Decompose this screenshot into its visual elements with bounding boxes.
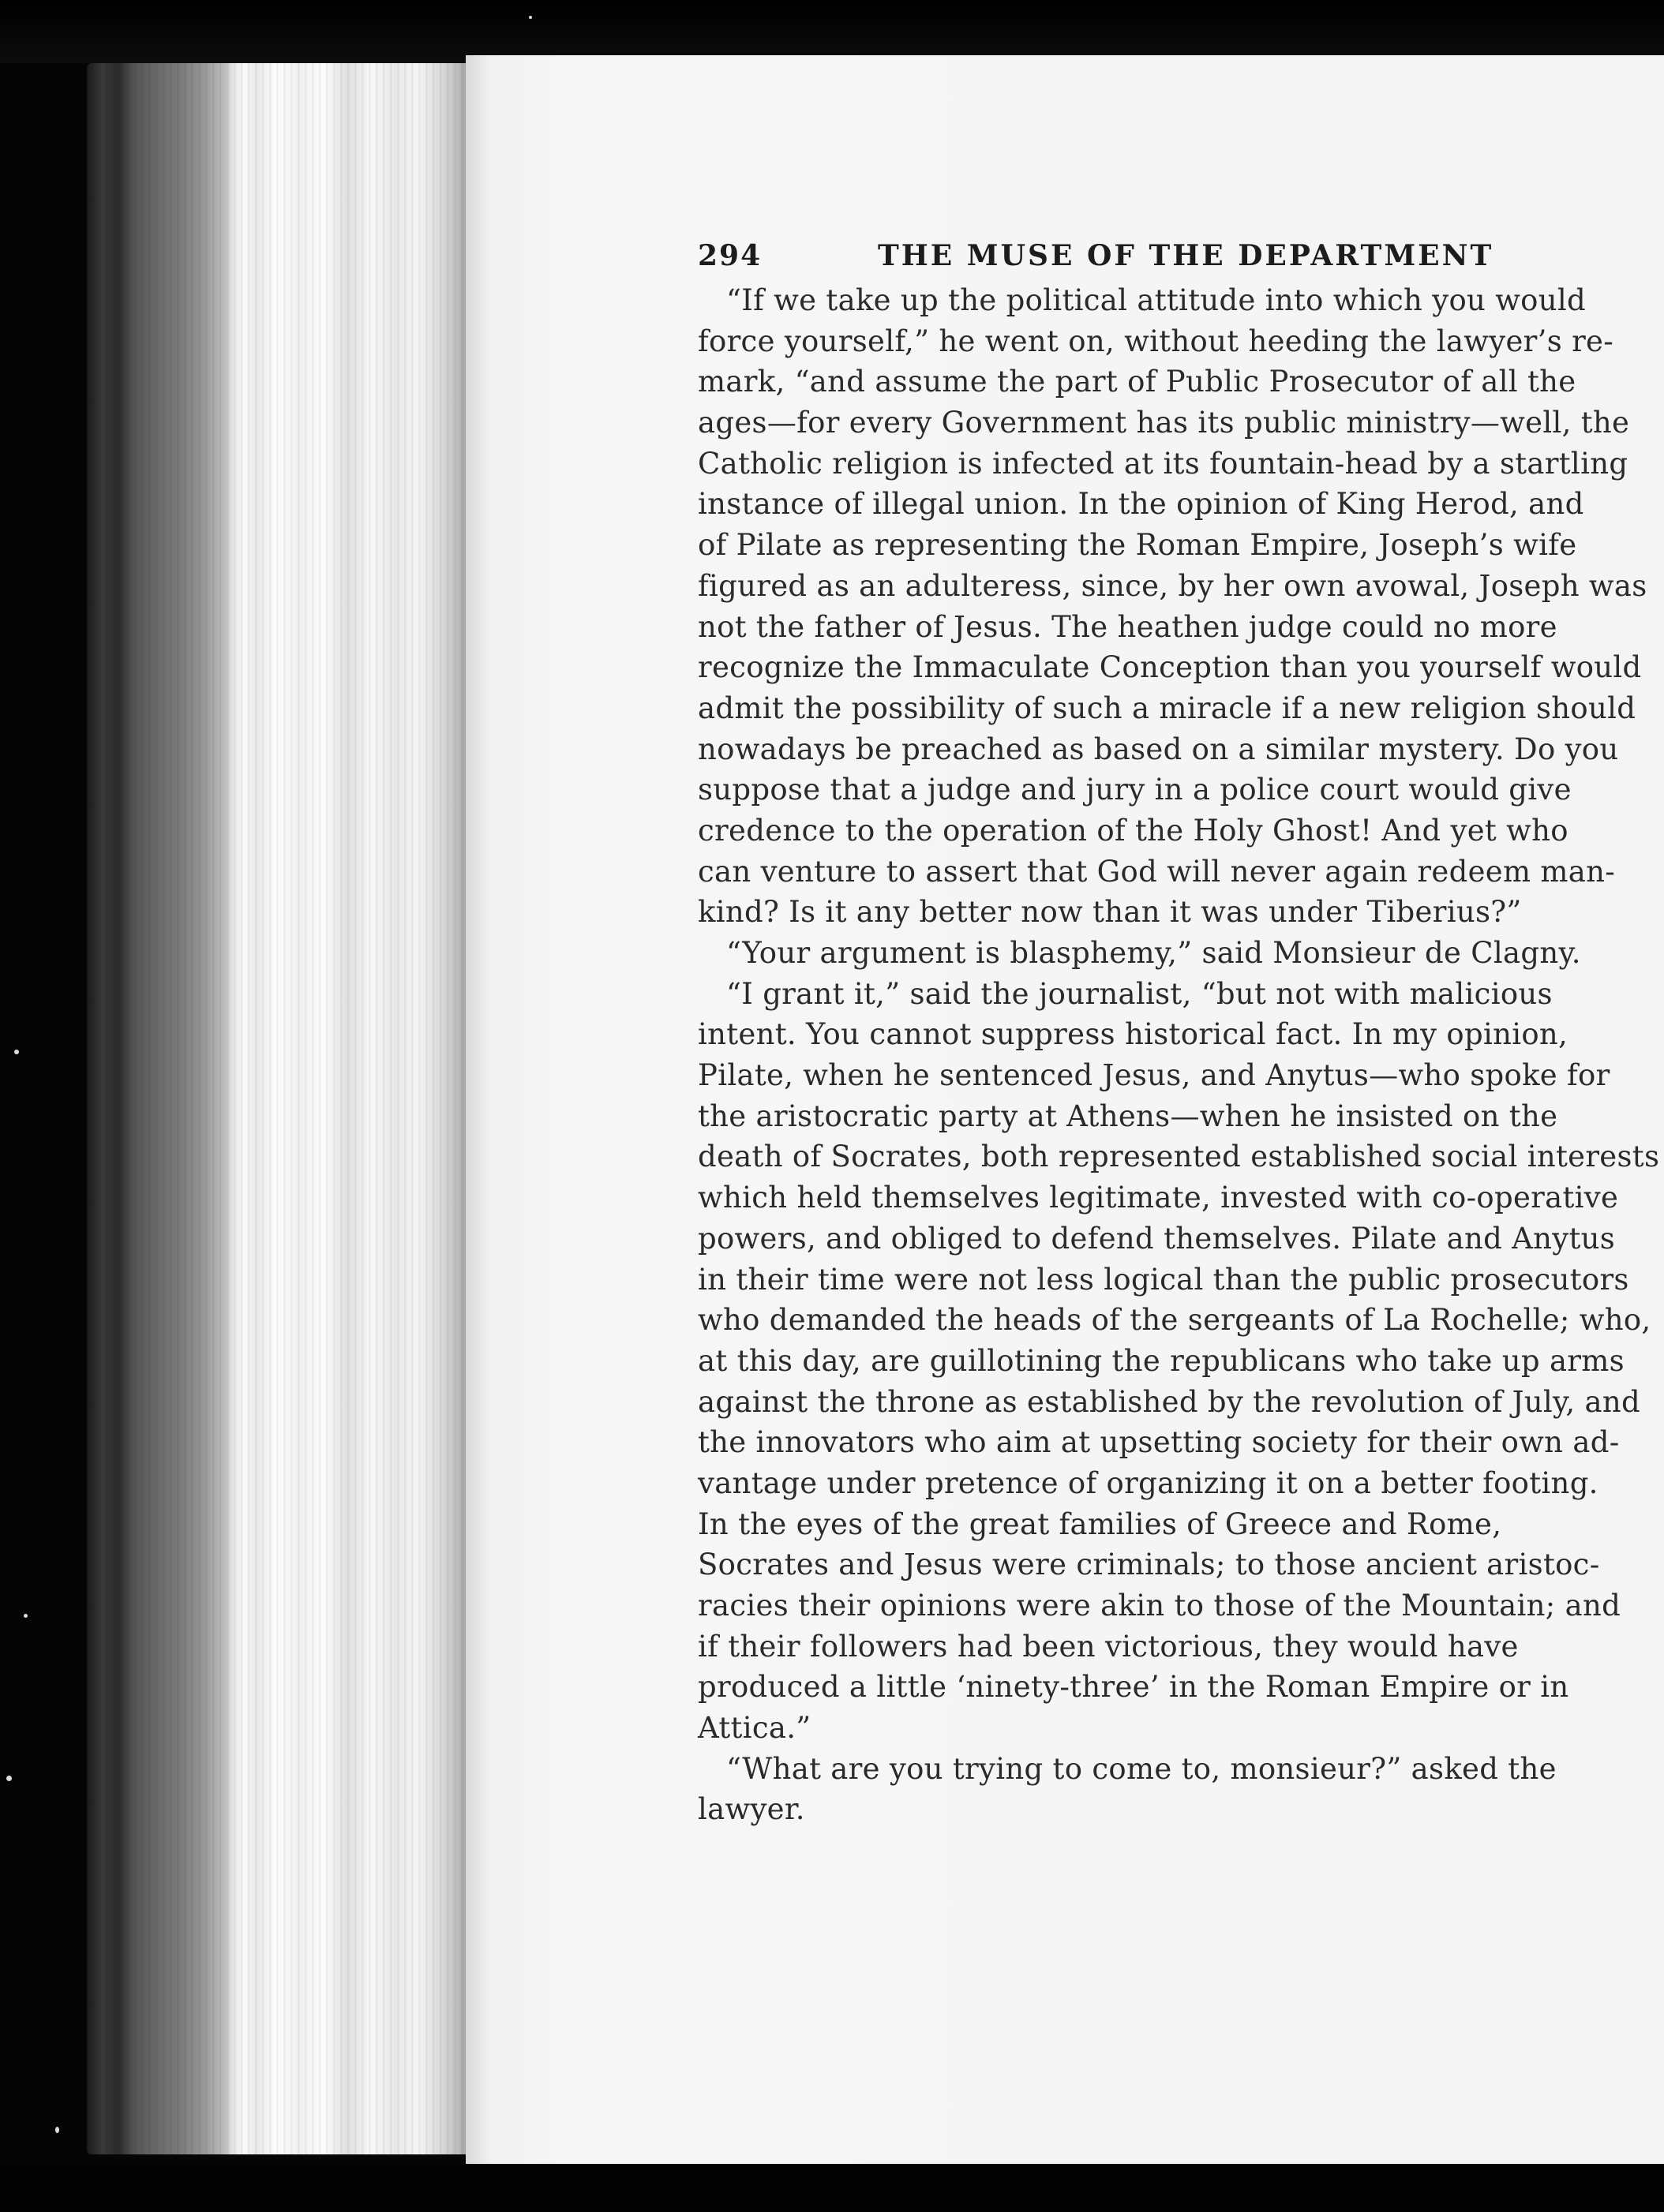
text-line: vantage under pretence of organizing it on a better footing. [698,1465,1598,1500]
text-line: against the throne as established by the revolution of July, and [698,1384,1640,1419]
text-line: force yourself,” he went on, without heeding the lawyer’s re- [698,324,1614,358]
dust-speck [529,16,532,19]
dust-speck [14,1050,19,1054]
text-line: in their time were not less logical than the public prosecutors [698,1262,1629,1297]
book-fore-edge [87,63,474,2154]
text-line: death of Socrates, both represented established social interests [698,1140,1660,1174]
text-line: of Pilate as representing the Roman Empire, Joseph’s wife [698,528,1577,563]
dust-speck [24,1614,28,1618]
text-line: can venture to assert that God will never again redeem man- [698,854,1616,889]
scan-bottom-border [0,2164,1664,2212]
text-line: at this day, are guillotining the republicans who take up arms [698,1343,1625,1378]
text-line: ages—for every Government has its public ministry—well, the [698,406,1630,440]
text-line: Socrates and Jesus were criminals; to those ancient aristoc- [698,1548,1600,1582]
text-line: the innovators who aim at upsetting society for their own ad- [698,1425,1620,1460]
text-line: “I grant it,” said the journalist, “but not with malicious [726,976,1553,1011]
text-line: “Your argument is blasphemy,” said Monsieur de Clagny. [726,936,1581,970]
text-line: produced a little ‘ninety-three’ in the Roman Empire or in [698,1670,1569,1705]
text-line: lawyer. [698,1792,805,1827]
dust-speck [55,2127,59,2133]
text-line: “If we take up the political attitude into which you would [726,283,1587,317]
text-line: intent. You cannot suppress historical fact. In my opinion, [698,1017,1568,1052]
text-line: suppose that a judge and jury in a police court would give [698,773,1572,807]
text-line: who demanded the heads of the sergeants of La Rochelle; who, [698,1303,1651,1338]
text-line: if their followers had been victorious, they would have [698,1629,1519,1664]
text-line: admit the possibility of such a miracle if a new religion should [698,691,1636,725]
text-line: kind? Is it any better now than it was under Tiberius?” [698,895,1522,930]
text-line: not the father of Jesus. The heathen judge could no more [698,609,1557,644]
text-line: Catholic religion is infected at its fountain-head by a startling [698,446,1628,481]
text-line: Pilate, when he sentenced Jesus, and Anytus—who spoke for [698,1058,1610,1093]
dust-speck [6,1776,12,1781]
running-head [698,233,1664,280]
text-line: racies their opinions were akin to those of the Mountain; and [698,1589,1621,1623]
text-line: figured as an adulteress, since, by her own avowal, Joseph was [698,568,1647,603]
page-text-block [698,233,1664,1830]
text-line: “What are you trying to come to, monsieur?” asked the [726,1751,1557,1786]
scan-top-border [0,0,1664,63]
text-line: instance of illegal union. In the opinion of King Herod, and [698,487,1584,522]
text-line: the aristocratic party at Athens—when he insisted on the [698,1099,1558,1133]
text-line: credence to the operation of the Holy Ghost! And yet who [698,813,1568,848]
text-line: which held themselves legitimate, invested with co-operative [698,1181,1619,1215]
running-title: THE MUSE OF THE DEPARTMENT [878,239,1494,272]
page-number: 294 [698,239,763,272]
text-line: In the eyes of the great families of Greece and Rome, [698,1506,1502,1541]
text-line: recognize the Immaculate Conception than you yourself would [698,650,1642,685]
text-line: Attica.” [698,1711,811,1746]
text-line: powers, and obliged to defend themselves. Pilate and Anytus [698,1221,1616,1256]
text-line: nowadays be preached as based on a similar mystery. Do you [698,732,1619,766]
text-line: mark, “and assume the part of Public Prosecutor of all the [698,365,1576,399]
